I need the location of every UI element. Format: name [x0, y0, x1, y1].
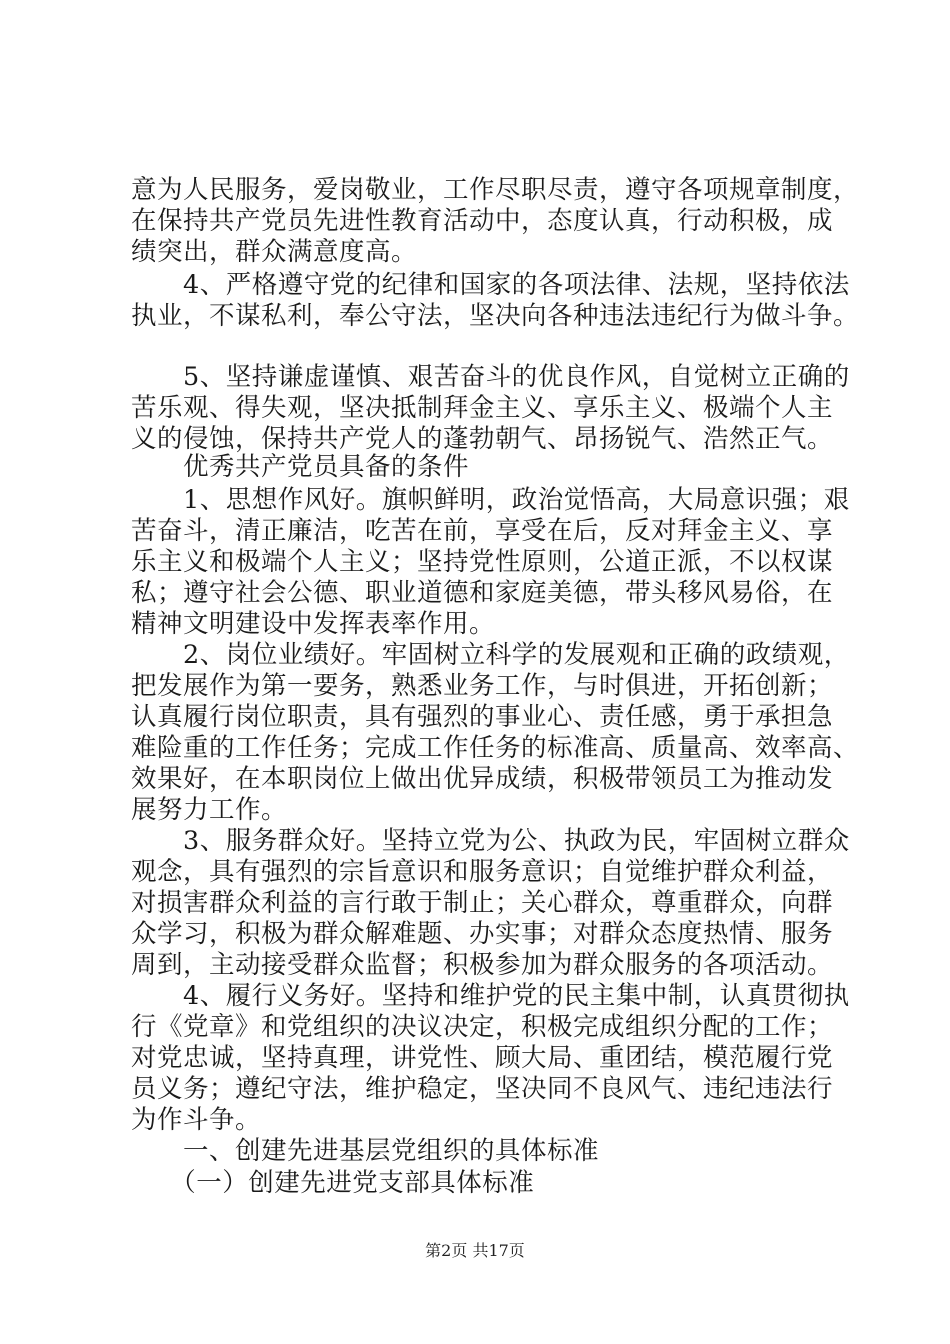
text-line: 乐主义和极端个人主义；坚持党性原则，公道正派，不以权谋 [131, 547, 834, 577]
section-heading: 一、创建先进基层党组织的具体标准 [131, 1136, 600, 1166]
text-line: 2、岗位业绩好。牢固树立科学的发展观和正确的政绩观， [131, 640, 850, 670]
text-line: 为作斗争。 [131, 1105, 262, 1135]
text-line: 苦乐观、得失观，坚决抵制拜金主义、享乐主义、极端个人主 [131, 393, 834, 423]
text-line: 义的侵蚀，保持共产党人的蓬勃朝气、昂扬锐气、浩然正气。 [131, 424, 834, 454]
text-line: 意为人民服务，爱岗敬业，工作尽职尽责，遵守各项规章制度， [131, 175, 860, 205]
text-line: 私；遵守社会公德、职业道德和家庭美德，带头移风易俗，在 [131, 578, 834, 608]
text-line: 4、履行义务好。坚持和维护党的民主集中制，认真贯彻执 [131, 981, 850, 1011]
text-line: 精神文明建设中发挥表率作用。 [131, 609, 496, 639]
text-line: 1、思想作风好。旗帜鲜明，政治觉悟高，大局意识强；艰 [131, 485, 850, 515]
text-line: 在保持共产党员先进性教育活动中，态度认真，行动积极，成 [131, 206, 834, 236]
subsection-heading: （一）创建先进党支部具体标准 [131, 1168, 535, 1198]
text-line: 4、严格遵守党的纪律和国家的各项法律、法规，坚持依法 [131, 270, 850, 300]
text-line: 难险重的工作任务；完成工作任务的标准高、质量高、效率高、 [131, 733, 860, 763]
text-line: 绩突出，群众满意度高。 [131, 237, 418, 267]
text-line: 周到，主动接受群众监督；积极参加为群众服务的各项活动。 [131, 950, 834, 980]
text-line: 5、坚持谦虚谨慎、艰苦奋斗的优良作风，自觉树立正确的 [131, 362, 850, 392]
text-line: 员义务；遵纪守法，维护稳定，坚决同不良风气、违纪违法行 [131, 1074, 834, 1104]
text-line: 观念，具有强烈的宗旨意识和服务意识；自觉维护群众利益， [131, 857, 834, 887]
text-line: 对损害群众利益的言行敢于制止；关心群众，尊重群众，向群 [131, 888, 834, 918]
text-line: 认真履行岗位职责，具有强烈的事业心、责任感，勇于承担急 [131, 702, 834, 732]
text-line: 执业，不谋私利，奉公守法，坚决向各种违法违纪行为做斗争。 [131, 301, 860, 331]
text-line: 对党忠诚，坚持真理，讲党性、顾大局、重团结，模范履行党 [131, 1043, 834, 1073]
text-line: 众学习，积极为群众解难题、办实事；对群众态度热情、服务 [131, 919, 834, 949]
text-line: 效果好，在本职岗位上做出优异成绩，积极带领员工为推动发 [131, 764, 834, 794]
text-line: 展努力工作。 [131, 795, 288, 825]
text-line: 把发展作为第一要务，熟悉业务工作，与时俱进，开拓创新； [131, 671, 834, 701]
text-line: 行《党章》和党组织的决议决定，积极完成组织分配的工作； [131, 1012, 834, 1042]
section-heading: 优秀共产党员具备的条件 [131, 452, 470, 482]
text-line: 苦奋斗，清正廉洁，吃苦在前，享受在后，反对拜金主义、享 [131, 516, 834, 546]
text-line: 3、服务群众好。坚持立党为公、执政为民，牢固树立群众 [131, 826, 850, 856]
page-number-footer: 第2页 共17页 [425, 1241, 525, 1260]
